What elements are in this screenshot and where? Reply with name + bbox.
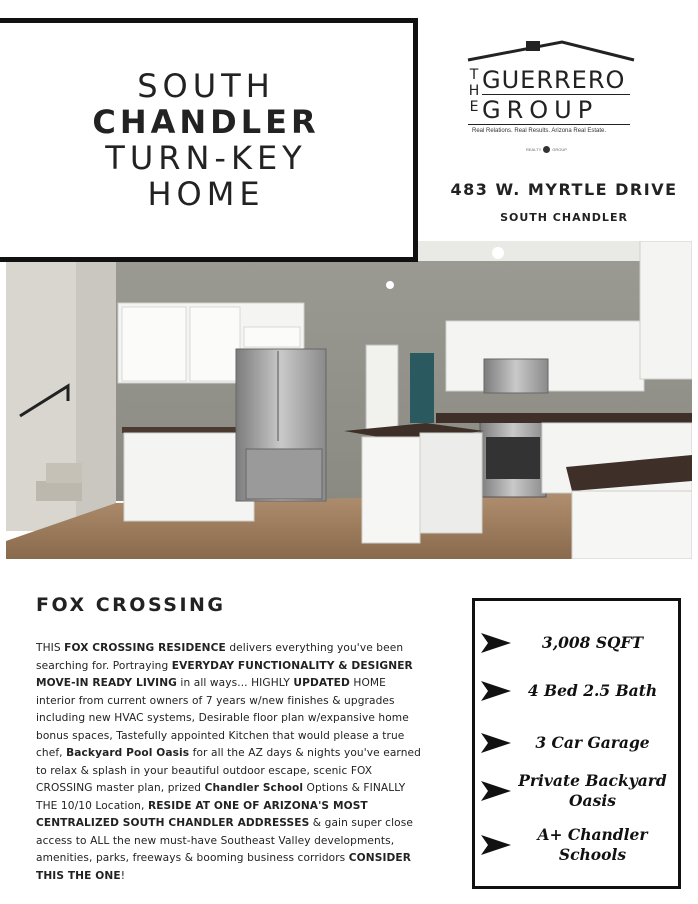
title-line-2: CHANDLER [92, 103, 320, 141]
feature-item-schools [475, 825, 678, 865]
section-heading: FOX CROSSING [36, 594, 226, 616]
logo-the: T H E [468, 67, 480, 115]
title-box [0, 18, 418, 262]
title-line-1: SOUTH [137, 67, 275, 105]
logo-tagline: Real Relations. Real Results. Arizona Real Estate. [472, 128, 607, 134]
house-roof-icon [466, 38, 636, 62]
brokerage-badge: REALTY GROUP [526, 147, 567, 152]
property-area: SOUTH CHANDLER [500, 211, 628, 224]
arrow-right-icon [479, 733, 511, 753]
feature-label: A+ Chandler Schools [537, 825, 648, 864]
logo-divider [482, 94, 630, 95]
logo-divider-bottom [468, 124, 630, 125]
property-address: 483 W. MYRTLE DRIVE [450, 180, 678, 199]
feature-item-sqft [475, 623, 678, 663]
property-description: THIS FOX CROSSING RESIDENCE delivers everything you've been searching for. Portraying EVERYDAY FUNCTIONALITY & DESIGNER MOVE-IN READY LIVING in all ways... HIGHLY UPDATED HOME interior from current owners of 7 years w/new finishes & upgrades including new HVAC systems, Desirable floor plan w/expansive home bonus spaces, Tastefully appointed Kitchen that would please a true chef, Backyard Pool Oasis for all the AZ days & nights you've earned to relax & splash in your beautiful outdoor escape, scenic FOX CROSSING master plan, prized Chandler School Options & FINALLY THE 10/10 Location, RESIDE AT ONE OF ARIZONA'S MOST CENTRALIZED SOUTH CHANDLER ADDRESSES & gain super close access to ALL the new must-have Southeast Valley developments, amenities, parks, freeways & booming business corridors CONSIDER THIS THE ONE! [36, 642, 421, 882]
feature-label: 3 Car Garage [535, 733, 650, 752]
feature-label: 3,008 SQFT [541, 633, 644, 652]
feature-item-garage [475, 723, 678, 763]
kitchen-photo [6, 241, 692, 559]
arrow-right-icon [479, 781, 511, 801]
guerrero-group-logo [466, 38, 636, 163]
title-line-4: HOME [147, 175, 265, 213]
arrow-right-icon [479, 633, 511, 653]
arrow-right-icon [479, 835, 511, 855]
logo-name-top: GUERRERO [482, 66, 626, 94]
logo-name-bottom: GROUP [482, 96, 599, 124]
feature-item-backyard [475, 771, 678, 811]
brokerage-badge-icon [543, 146, 550, 153]
arrow-right-icon [479, 681, 511, 701]
feature-label: 4 Bed 2.5 Bath [527, 681, 658, 700]
feature-item-bed-bath [475, 671, 678, 711]
feature-label: Private Backyard Oasis [518, 771, 667, 810]
title-line-3: TURN-KEY [105, 139, 307, 177]
features-box [472, 598, 681, 889]
